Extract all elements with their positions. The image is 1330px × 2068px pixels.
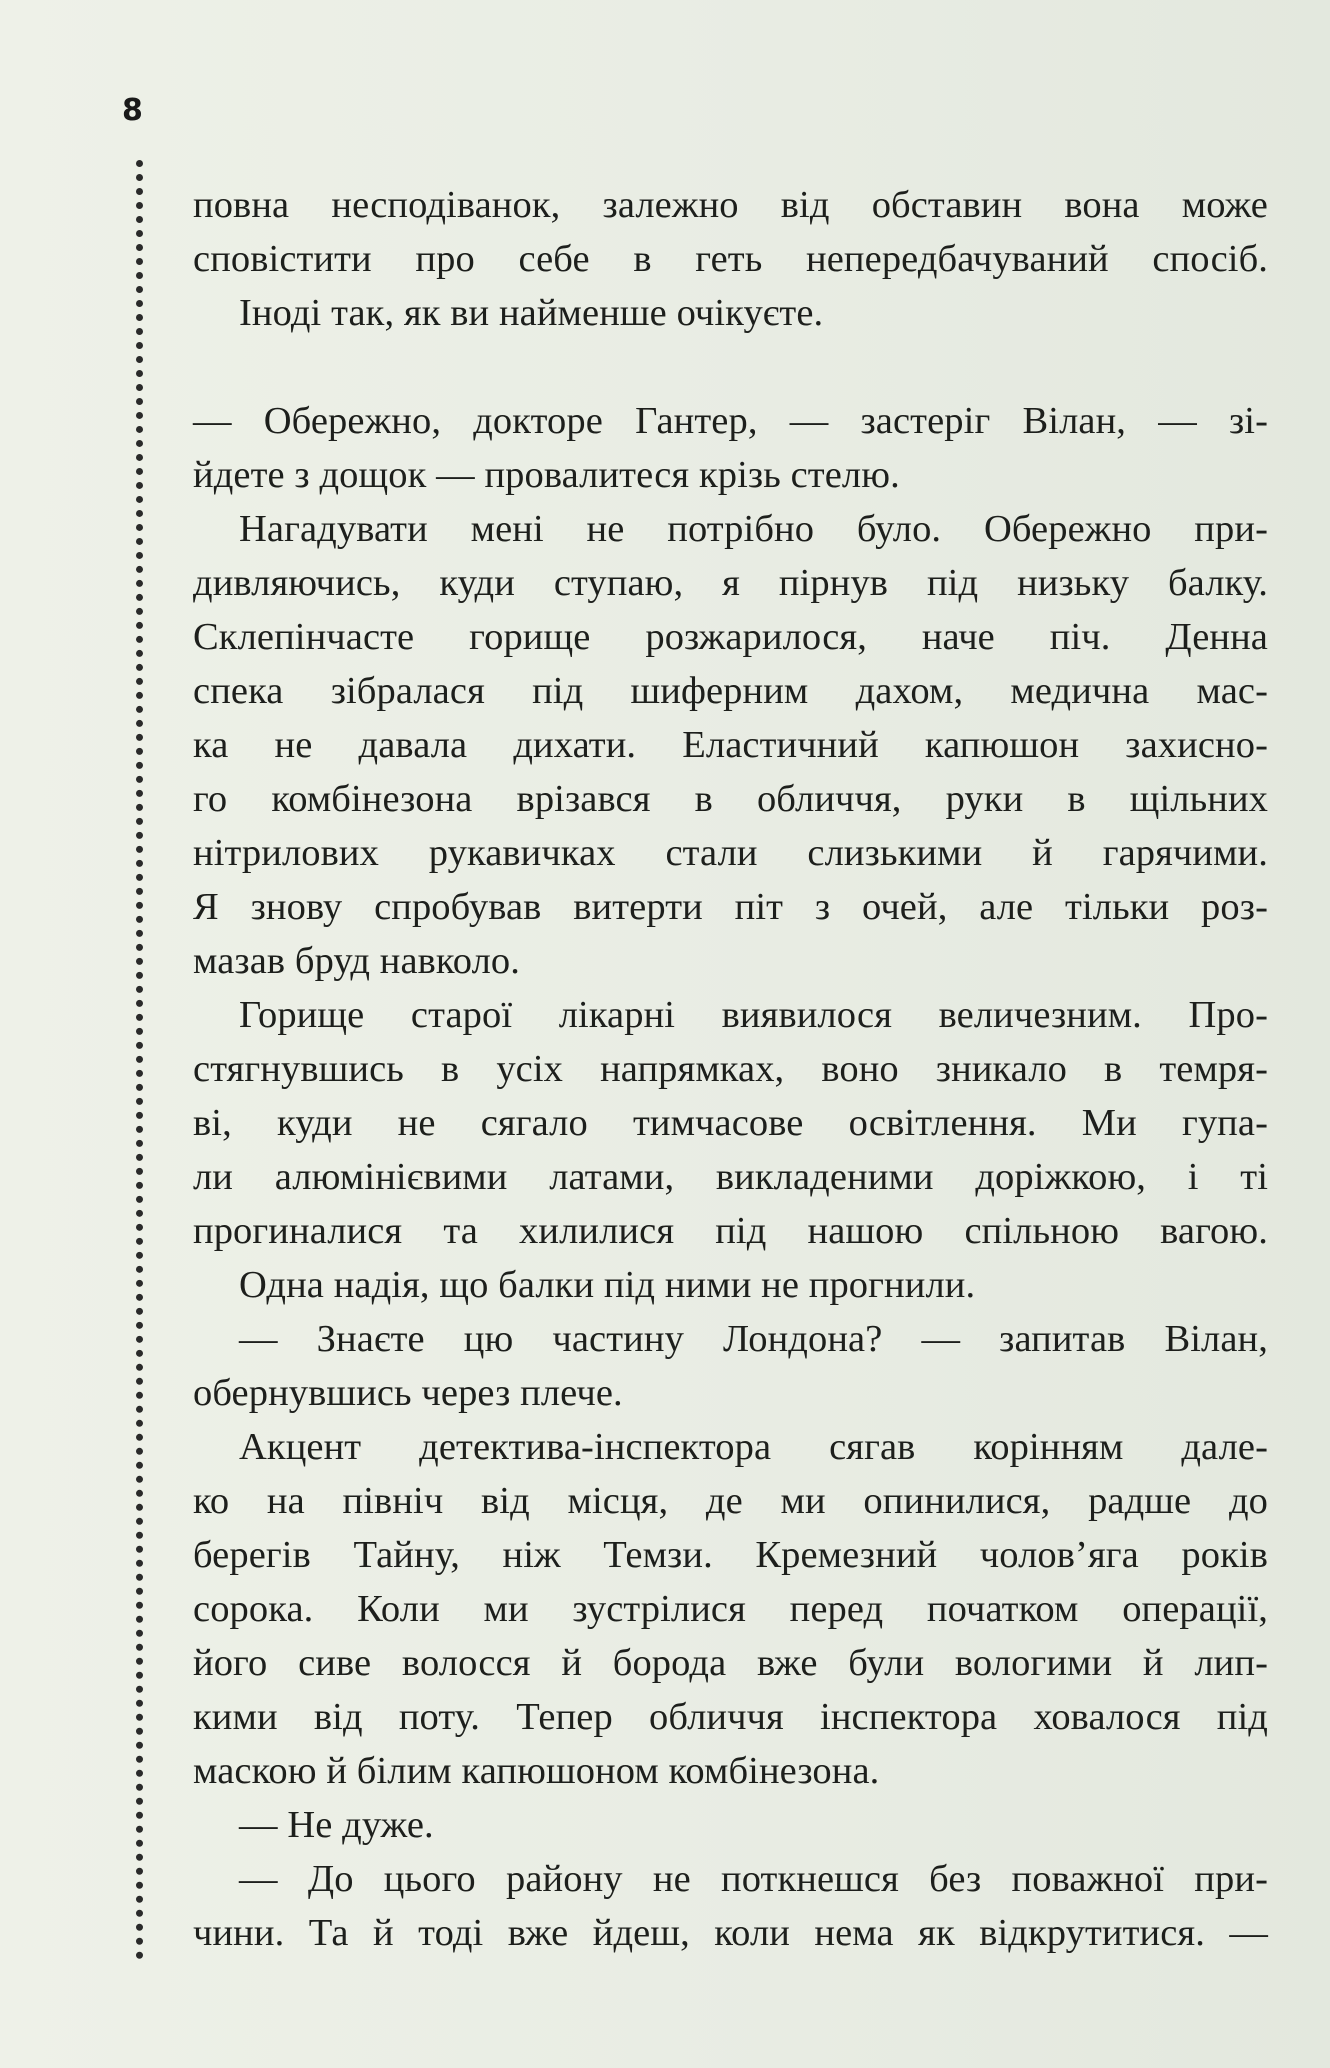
text-line: ли алюмінієвими латами, викладеними доріжкою, і ті [193,1156,1268,1198]
text-line: мазав бруд навколо. [193,940,521,982]
text-line: ві, куди не сягало тимчасове освітлення. Ми гупа- [193,1102,1268,1144]
text-line: Горище старої лікарні виявилося величезним. Про- [239,994,1268,1036]
text-line: Нагадувати мені не потрібно було. Обережно при- [239,508,1268,550]
text-line: — Знаєте цю частину Лондона? — запитав Вілан, [239,1318,1268,1360]
text-line: — Не дуже. [239,1804,434,1846]
text-line: сорока. Коли ми зустрілися перед початком операції, [193,1588,1268,1630]
text-line: Склепінчасте горище розжарилося, наче піч. Денна [193,616,1268,658]
text-line: — До цього району не поткнешся без поважної при- [239,1858,1268,1900]
text-line: го комбінезона врізався в обличчя, руки в щільних [193,778,1268,820]
text-line: Одна надія, що балки під ними не прогнили. [239,1264,976,1306]
text-line: Я знову спробував витерти піт з очей, але тільки роз- [193,886,1268,928]
text-line: ка не давала дихати. Еластичний капюшон захисно- [193,724,1268,766]
text-line: його сиве волосся й борода вже були вологими й лип- [193,1642,1268,1684]
text-line: дивляючись, куди ступаю, я пірнув під низьку балку. [193,562,1268,604]
text-line: берегів Тайну, ніж Темзи. Кремезний чолов’яга років [193,1534,1268,1576]
text-line: Акцент детектива-інспектора сягав корінням дале- [239,1426,1268,1468]
text-line: повна несподіванок, залежно від обставин вона може [193,184,1268,226]
text-line: Іноді так, як ви найменше очікуєте. [239,292,824,334]
body-text [193,178,1268,1960]
text-line: нітрилових рукавичках стали слизькими й гарячими. [193,832,1268,874]
section-break [193,340,1268,394]
text-line: кими від поту. Тепер обличчя інспектора ховалося під [193,1696,1268,1738]
text-line: маскою й білим капюшоном комбінезона. [193,1750,880,1792]
text-line: чини. Та й тоді вже йдеш, коли нема як відкрутитися. — [193,1912,1268,1954]
text-line: прогиналися та хилилися під нашою спільною вагою. [193,1210,1268,1252]
text-line: стягнувшись в усіх напрямках, воно зникало в темря- [193,1048,1268,1090]
text-line: сповістити про себе в геть непередбачуваний спосіб. [193,238,1268,280]
text-line: йдете з дощок — провалитеся крізь стелю. [193,454,900,496]
text-line: спека зібралася під шиферним дахом, медична мас- [193,670,1268,712]
dotted-margin-rule [136,160,143,1960]
page-number: 8 [122,93,143,128]
text-line: — Обережно, докторе Гантер, — застеріг Вілан, — зі- [193,400,1268,442]
text-line: обернувшись через плече. [193,1372,623,1414]
text-line: ко на північ від місця, де ми опинилися, радше до [193,1480,1268,1522]
